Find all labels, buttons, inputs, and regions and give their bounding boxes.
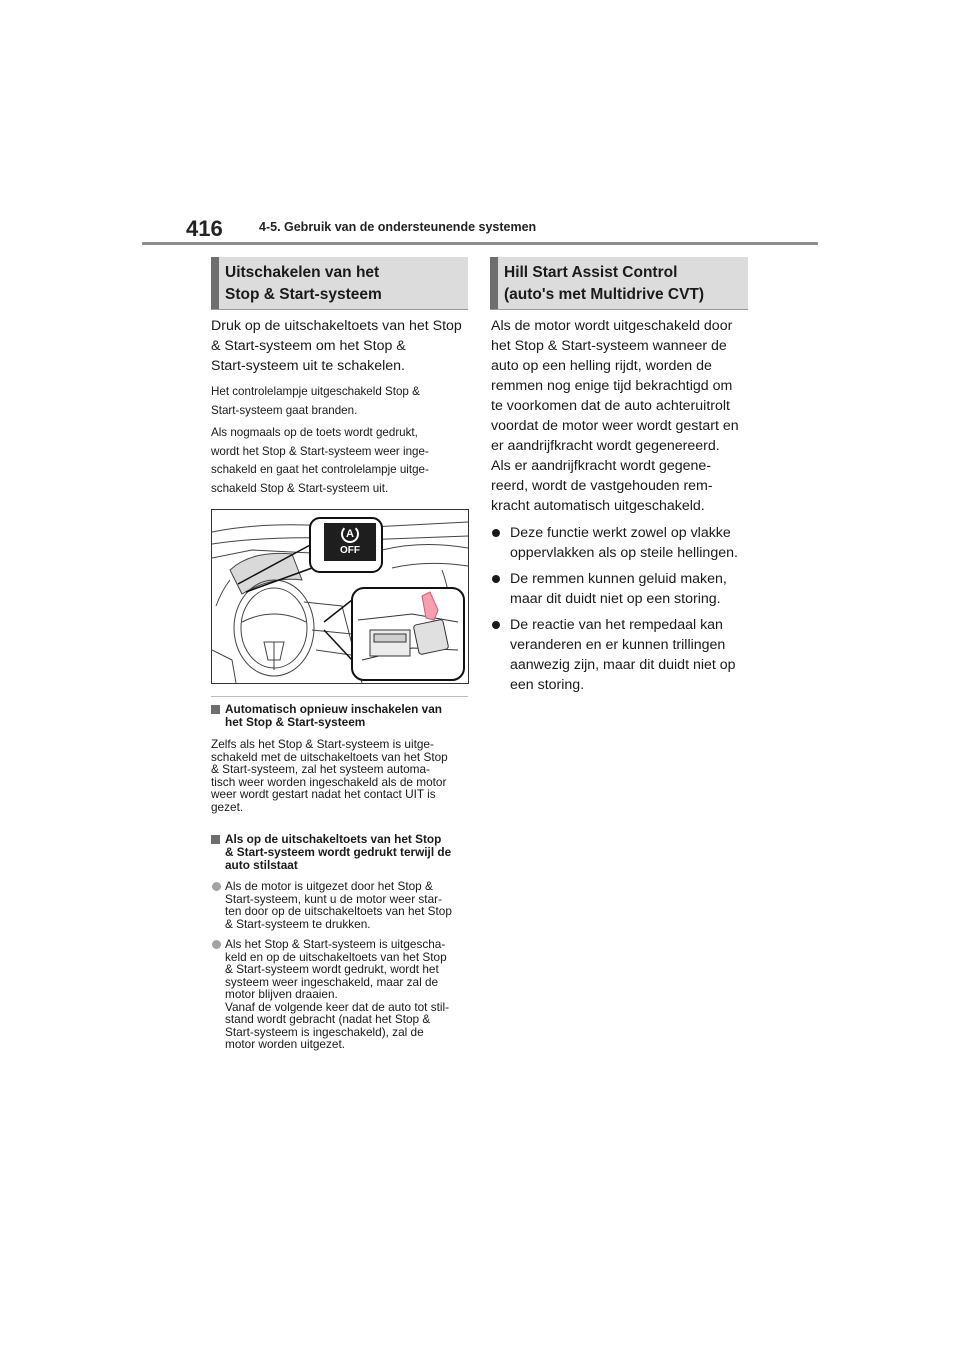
note1-line: schakeld met de uitschakeltoets van het Stop bbox=[211, 749, 448, 764]
bullet-line: maar dit duidt niet op een storing. bbox=[510, 591, 721, 607]
bullet-line: aanwezig zijn, maar dit duidt niet op bbox=[510, 657, 736, 673]
right-bullet-item bbox=[491, 523, 756, 563]
stop-start-letter: A bbox=[346, 528, 354, 540]
para2-line: schakeld en gaat het controlelampje uitge- bbox=[211, 463, 429, 476]
note-automatic-reenable bbox=[211, 703, 473, 813]
note2-item1 bbox=[211, 880, 473, 930]
note2-item2-line: Vanaf de volgende keer dat de auto tot stil- bbox=[225, 999, 450, 1014]
section-bar bbox=[211, 257, 219, 309]
note2-item2-line: stand wordt gebracht (nadat het Stop & bbox=[225, 1012, 431, 1026]
left-intro bbox=[211, 316, 471, 376]
right-intro-line: auto op een helling rijdt, worden de bbox=[491, 358, 712, 374]
section-divider bbox=[211, 696, 468, 697]
dashboard-illustration bbox=[211, 509, 469, 684]
note2-item2 bbox=[211, 938, 473, 1051]
page-number: 416 bbox=[186, 216, 223, 241]
para1-line: Het controlelampje uitgeschakeld Stop & bbox=[211, 385, 420, 398]
left-para1 bbox=[211, 383, 471, 420]
square-bullet-icon bbox=[211, 835, 220, 844]
note1-line: weer wordt gestart nadat het contact UIT is bbox=[211, 787, 436, 801]
note2-title-line: auto stilstaat bbox=[225, 858, 298, 872]
left-para2 bbox=[211, 424, 471, 498]
bullet-icon bbox=[492, 575, 500, 583]
bullet-line: veranderen en er kunnen trillingen bbox=[510, 637, 726, 653]
note2-item1-line: ten door op de uitschakeltoets van het Stop bbox=[225, 904, 452, 918]
note2-title-line: Als op de uitschakeltoets van het Stop bbox=[225, 832, 442, 846]
note2-item1-line: Start-systeem, kunt u de motor weer star- bbox=[225, 891, 443, 906]
bullet-line: De reactie van het rempedaal kan bbox=[510, 617, 723, 633]
bullet-line: De remmen kunnen geluid maken, bbox=[510, 571, 727, 587]
right-intro-line: te voorkomen dat de auto achteruitrolt bbox=[491, 398, 730, 414]
circle-bullet-icon bbox=[212, 940, 221, 949]
left-section-title-line2: Stop & Start-systeem bbox=[225, 286, 382, 303]
right-section-title-line1: Hill Start Assist Control bbox=[504, 264, 678, 281]
right-intro-line: er aandrijfkracht wordt gegenereerd. bbox=[491, 438, 720, 454]
right-bullet-item bbox=[491, 615, 756, 695]
right-intro bbox=[491, 316, 756, 695]
note1-title-line: Automatisch opnieuw inschakelen van bbox=[225, 702, 442, 716]
note1-title bbox=[211, 703, 473, 729]
note1-title-line: het Stop & Start-systeem bbox=[225, 715, 366, 729]
bullet-line: oppervlakken als op steile hellingen. bbox=[510, 545, 738, 561]
right-intro-line: kracht automatisch uitgeschakeld. bbox=[491, 498, 705, 514]
note1-line: tisch weer worden ingeschakeld als de motor bbox=[211, 774, 447, 789]
note2-item1-line: & Start-systeem te drukken. bbox=[225, 916, 371, 931]
right-intro-line: voordat de motor weer wordt gestart en bbox=[491, 418, 739, 434]
note2-item1-line: Als de motor is uitgezet door het Stop & bbox=[225, 879, 433, 893]
circle-bullet-icon bbox=[212, 882, 221, 891]
note2-item2-line: motor worden uitgezet. bbox=[225, 1037, 345, 1051]
left-section-title-line1: Uitschakelen van het bbox=[225, 264, 380, 281]
section-bar bbox=[490, 257, 498, 309]
note2-item2-line: Start-systeem is ingeschakeld), zal de bbox=[225, 1024, 424, 1039]
chapter-title: 4-5. Gebruik van de ondersteunende systemen bbox=[259, 220, 537, 234]
right-intro-line: Als de motor wordt uitgeschakeld door bbox=[491, 318, 733, 334]
bullet-icon bbox=[492, 529, 500, 537]
note2-item2-line: Als het Stop & Start-systeem is uitgescha- bbox=[225, 937, 446, 951]
right-bullet-item bbox=[491, 569, 756, 609]
note2-title bbox=[211, 833, 473, 872]
stop-start-off-label: OFF bbox=[340, 545, 360, 556]
square-bullet-icon bbox=[211, 705, 220, 714]
left-section-heading bbox=[211, 257, 468, 310]
note2-item2-line: keld en op de uitschakeltoets van het Stop bbox=[225, 949, 447, 964]
note1-line: & Start-systeem, zal het systeem automa- bbox=[211, 762, 430, 776]
note1-line: Zelfs als het Stop & Start-systeem is uitge- bbox=[211, 737, 434, 751]
note2-title-line: & Start-systeem wordt gedrukt terwijl de bbox=[225, 845, 452, 859]
right-section-title-line2: (auto's met Multidrive CVT) bbox=[504, 286, 705, 303]
para2-line: schakeld Stop & Start-systeem uit. bbox=[211, 481, 389, 495]
bullet-line: een storing. bbox=[510, 677, 585, 693]
note2-item2-line: motor blijven draaien. bbox=[225, 987, 338, 1001]
para2-line: wordt het Stop & Start-systeem weer inge- bbox=[211, 444, 429, 458]
bullet-line: Deze functie werkt zowel op vlakke bbox=[510, 525, 731, 541]
right-intro-line: reerd, wordt de vastgehouden rem- bbox=[491, 478, 713, 494]
right-intro-line: het Stop & Start-systeem wanneer de bbox=[491, 338, 727, 354]
para2-line: Als nogmaals op de toets wordt gedrukt, bbox=[211, 426, 418, 439]
intro-line: Druk op de uitschakeltoets van het Stop bbox=[211, 318, 462, 334]
note1-line: gezet. bbox=[211, 799, 244, 814]
bullet-icon bbox=[492, 621, 500, 629]
para1-line: Start-systeem gaat branden. bbox=[211, 403, 358, 417]
stop-start-off-icon bbox=[324, 523, 376, 561]
header-rule bbox=[142, 242, 818, 245]
right-intro-line: remmen nog enige tijd bekrachtigd om bbox=[491, 378, 733, 394]
right-section-title bbox=[504, 262, 704, 306]
left-section-title bbox=[225, 262, 382, 306]
note2-item2-line: systeem weer ingeschakeld, maar zal de bbox=[225, 974, 439, 989]
right-section-heading bbox=[490, 257, 748, 310]
right-intro-line: Als er aandrijfkracht wordt gegene- bbox=[491, 458, 712, 474]
intro-line: Start-systeem uit te schakelen. bbox=[211, 358, 405, 374]
note2-item2-line: & Start-systeem wordt gedrukt, wordt het bbox=[225, 962, 439, 976]
intro-line: & Start-systeem om het Stop & bbox=[211, 338, 406, 354]
note-button-while-stopped bbox=[211, 833, 473, 1051]
